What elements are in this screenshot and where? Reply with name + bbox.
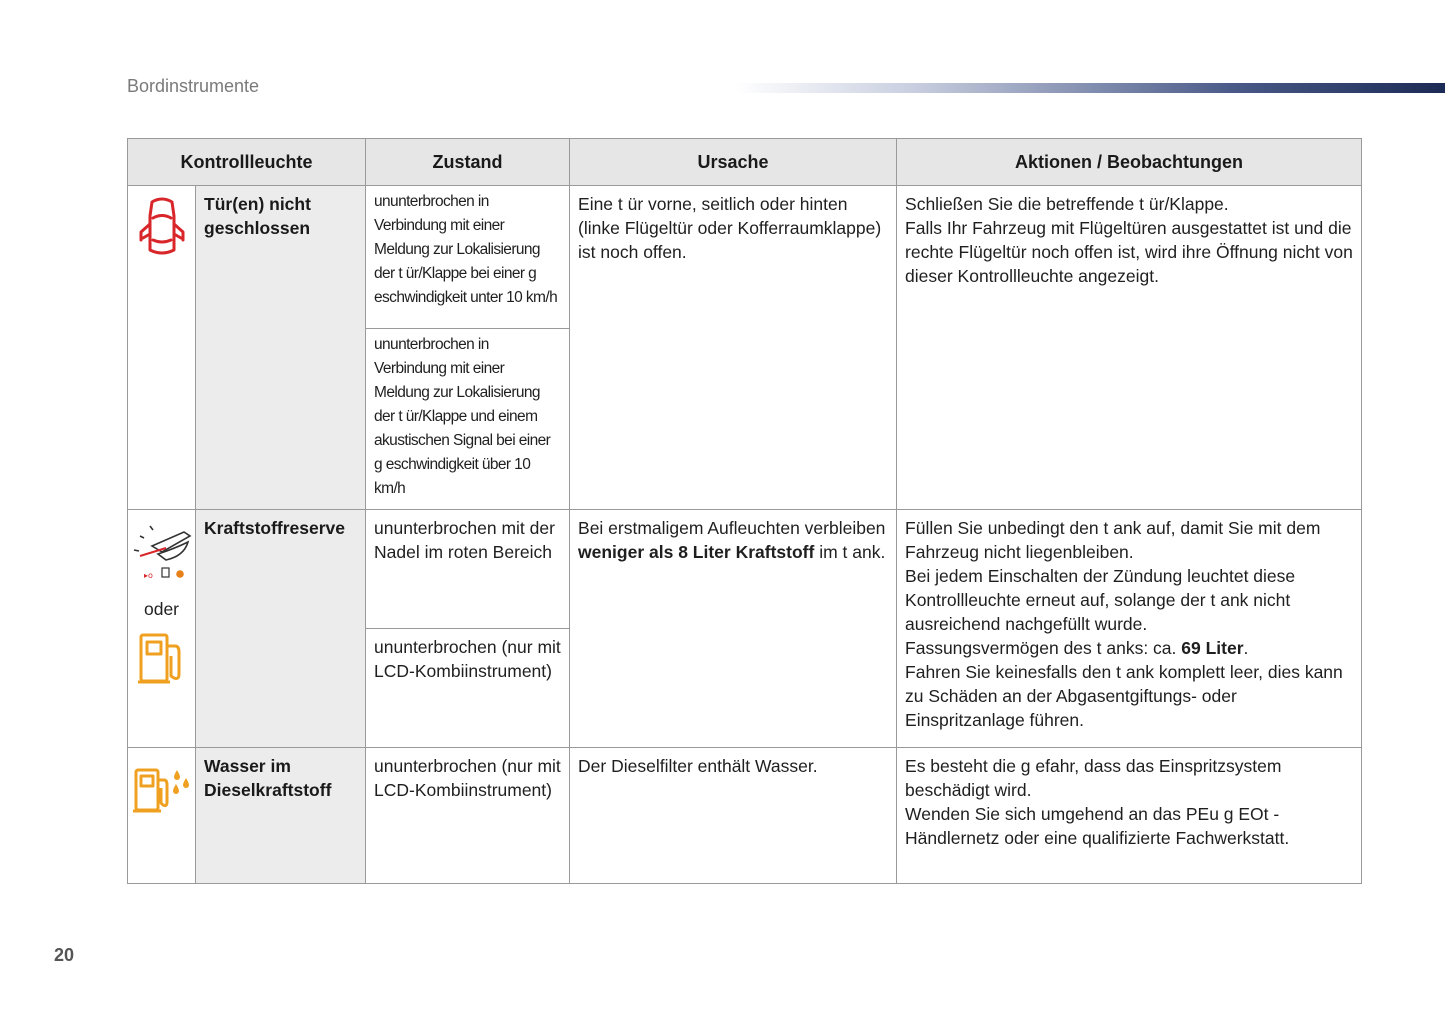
column-header-kontrollleuchte: Kontrollleuchte bbox=[128, 139, 366, 186]
action-line: Falls Ihr Fahrzeug mit Flügeltüren ausgestattet ist und die rechte Flügeltür noch offen ist, wird ihre Öffnung nicht von dieser Kontrollleuchte angezeigt. bbox=[905, 218, 1353, 286]
cause-text-part: Bei erstmaligem Aufleuchten verbleiben bbox=[578, 518, 886, 538]
condition-text: ununterbrochen mit der Nadel im roten Bereich bbox=[374, 518, 555, 562]
condition-text: ununterbrochen in Verbindung mit einer Meldung zur Lokalisierung der t ür/Klappe und einem akustischen Signal bei einer g eschwindigkeit über 10 km/h bbox=[374, 336, 551, 497]
condition-cell bbox=[366, 748, 570, 884]
icon-cell bbox=[128, 186, 196, 510]
action-line: Wenden Sie sich umgehend an das PEu g EOt -Händlernetz oder eine qualifizierte Fachwerkstatt. bbox=[905, 804, 1290, 848]
table-row-water-in-diesel bbox=[128, 748, 1362, 884]
condition-cell bbox=[366, 510, 570, 629]
cause-cell bbox=[570, 748, 897, 884]
name-cell bbox=[196, 748, 366, 884]
actions-text bbox=[897, 510, 1361, 738]
cause-text-bold: weniger als 8 Liter Kraftstoff bbox=[578, 542, 815, 562]
actions-text bbox=[897, 748, 1361, 856]
condition-text: ununterbrochen (nur mit LCD-Kombiinstrument) bbox=[374, 637, 561, 681]
fuel-pump-icon bbox=[137, 632, 187, 686]
capacity-text: Fassungsvermögen des t anks: ca. bbox=[905, 638, 1182, 658]
page-number: 20 bbox=[54, 945, 75, 965]
cause-text bbox=[570, 510, 896, 570]
or-label: oder bbox=[143, 599, 180, 619]
car-door-open-icon bbox=[136, 194, 188, 258]
cause-cell bbox=[570, 186, 897, 510]
table-row-door-open bbox=[128, 186, 1362, 329]
cause-text-part: im t ank. bbox=[814, 542, 886, 562]
warning-line: Fahren Sie keinesfalls den t ank komplett leer, dies kann zu Schäden an der Abgasentgiftungs- oder Einspritzanlage führen. bbox=[905, 662, 1343, 730]
column-header-aktionen: Aktionen / Beobachtungen bbox=[897, 139, 1362, 186]
cause-text: Der Dieselfilter enthält Wasser. bbox=[578, 756, 818, 776]
action-line: Füllen Sie unbedingt den t ank auf, damit Sie mit dem Fahrzeug nicht liegenbleiben. bbox=[905, 518, 1321, 562]
icon-cell bbox=[128, 748, 196, 884]
action-line: Es besteht die g efahr, dass das Einspritzsystem beschädigt wird. bbox=[905, 756, 1282, 800]
water-in-diesel-icon bbox=[132, 766, 192, 816]
actions-cell bbox=[897, 186, 1362, 510]
icon-cell bbox=[128, 510, 196, 748]
capacity-suffix: . bbox=[1243, 638, 1249, 658]
condition-cell bbox=[366, 329, 570, 510]
capacity-value: 69 Liter bbox=[1181, 638, 1244, 658]
name-cell bbox=[196, 186, 366, 510]
capacity-line bbox=[905, 636, 1353, 660]
actions-cell bbox=[897, 748, 1362, 884]
condition-text: ununterbrochen (nur mit LCD-Kombiinstrument) bbox=[374, 756, 561, 800]
name-cell bbox=[196, 510, 366, 748]
svg-text:▸o: ▸o bbox=[143, 571, 153, 580]
warning-name: Tür(en) nicht geschlossen bbox=[204, 194, 311, 238]
condition-cell bbox=[366, 186, 570, 329]
column-header-ursache: Ursache bbox=[570, 139, 897, 186]
actions-text bbox=[897, 186, 1361, 294]
cause-cell bbox=[570, 510, 897, 748]
condition-cell bbox=[366, 629, 570, 748]
header-gradient-bar bbox=[735, 83, 1445, 93]
cause-text: Eine t ür vorne, seitlich oder hinten (linke Flügeltür oder Kofferraumklappe) ist noch offen. bbox=[578, 194, 882, 262]
actions-cell bbox=[897, 510, 1362, 748]
column-header-zustand: Zustand bbox=[366, 139, 570, 186]
table-row-fuel-reserve bbox=[128, 510, 1362, 629]
action-line: Bei jedem Einschalten der Zündung leuchtet diese Kontrollleuchte erneut auf, solange der t ank nicht ausreichend nachgefüllt wurde. bbox=[905, 566, 1296, 634]
warning-lights-table bbox=[127, 138, 1362, 884]
section-title: Bordinstrumente bbox=[127, 76, 260, 96]
action-line: Schließen Sie die betreffende t ür/Klappe. bbox=[905, 194, 1229, 214]
warning-name: Kraftstoffreserve bbox=[204, 518, 346, 538]
warning-name: Wasser im Dieselkraftstoff bbox=[204, 756, 332, 800]
condition-text: ununterbrochen in Verbindung mit einer Meldung zur Lokalisierung der t ür/Klappe bei einer g eschwindigkeit unter 10 km/h bbox=[374, 193, 558, 306]
fuel-gauge-icon bbox=[132, 522, 192, 588]
